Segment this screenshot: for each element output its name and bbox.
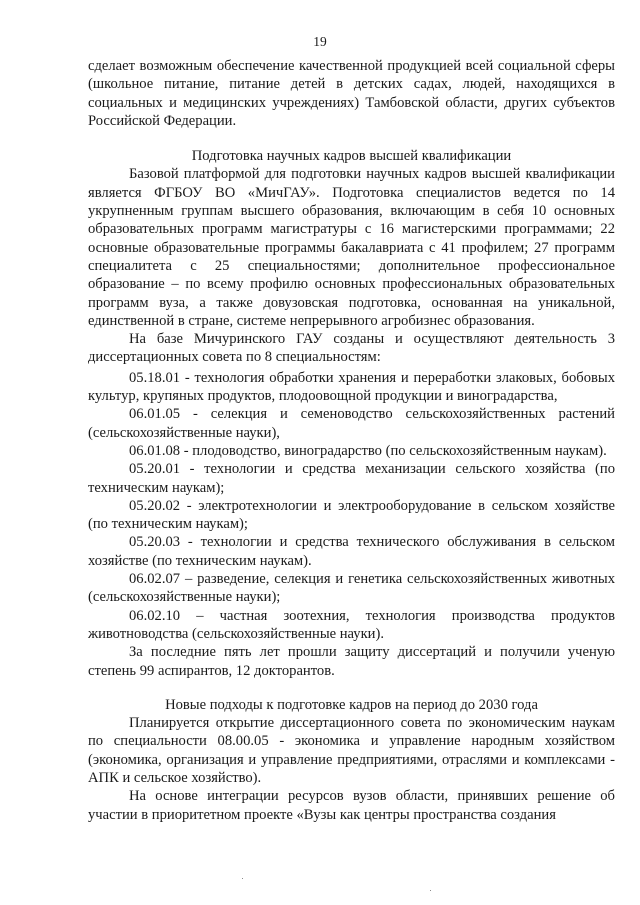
paragraph-defended-theses: За последние пять лет прошли защиту диссертаций и получили ученую степень 99 аспирантов, 12 докторантов. <box>88 644 615 679</box>
specialty-item: 05.20.01 - технологии и средства механизации сельского хозяйства (по техническим наукам); <box>88 461 615 496</box>
paragraph-continuation: сделает возможным обеспечение качественной продукцией всей социальной сферы (школьное питание, питание детей в детских садах, людей, находящихся в социальных и медицинских учреждениях) Тамбовской области, других субъектов Российской Федерации. <box>88 58 615 129</box>
specialty-item: 06.01.08 - плодоводство, виноградарство (по сельскохозяйственным наукам). <box>129 442 607 459</box>
page-number: 19 <box>313 34 327 49</box>
specialty-item: 06.02.10 – частная зоотехния, технология производства продуктов животноводства (сельскохозяйственные науки). <box>88 607 615 642</box>
specialty-item: 05.18.01 - технология обработки хранения и переработки злаковых, бобовых культур, крупяных продуктов, плодоовощной продукции и виноградарства, <box>88 369 615 405</box>
paragraph-planned-council: Планируется открытие диссертационного совета по экономическим наукам по специальности 08.00.05 - экономика и управление народным хозяйством (экономика, организация и управление предприятиями, отраслями и комплексами - АПК и сельское хозяйство). <box>88 715 615 786</box>
section-heading-new-approaches: Новые подходы к подготовке кадров на период до 2030 года <box>165 696 538 713</box>
paragraph-integration: На основе интеграции ресурсов вузов области, принявших решение об участии в приоритетном проекте «Вузы как центры пространства создания <box>88 788 615 823</box>
paragraph-base-platform: Базовой платформой для подготовки научных кадров высшей квалификации является ФГБОУ ВО «МичГАУ». Подготовка специалистов ведется по 14 укрупненным группам высшего образования, включающим в себя 10 основных образовательных программ магистратуры с 16 магистерскими программами; 22 основные образовательные программы бакалавриата с 41 профилем; 27 программ специалитета с 25 специальностями; дополнительное профессиональное образование – по всему профилю основных профессиональных образовательных программ вуза, а также довузовская подготовка, основанная на уникальной, единственной в стране, системе непрерывного агробизнес образования. <box>88 166 615 329</box>
section-heading-scientific-personnel: Подготовка научных кадров высшей квалификации <box>191 148 512 165</box>
scan-speck <box>242 878 243 879</box>
paragraph-dissertation-councils: На базе Мичуринского ГАУ созданы и осуществляют деятельность 3 диссертационных совета по 8 специальностям: <box>88 331 615 366</box>
scan-speck <box>430 890 431 891</box>
document-body <box>88 57 615 824</box>
specialty-item: 06.02.07 – разведение, селекция и генетика сельскохозяйственных животных (сельскохозяйственные науки); <box>88 571 615 606</box>
specialty-item: 06.01.05 - селекция и семеноводство сельскохозяйственных растений (сельскохозяйственные науки), <box>88 406 615 441</box>
specialty-item: 05.20.03 - технологии и средства технического обслуживания в сельском хозяйстве (по техническим наукам). <box>88 534 615 569</box>
specialty-item: 05.20.02 - электротехнологии и электрооборудование в сельском хозяйстве (по техническим наукам); <box>88 497 615 533</box>
